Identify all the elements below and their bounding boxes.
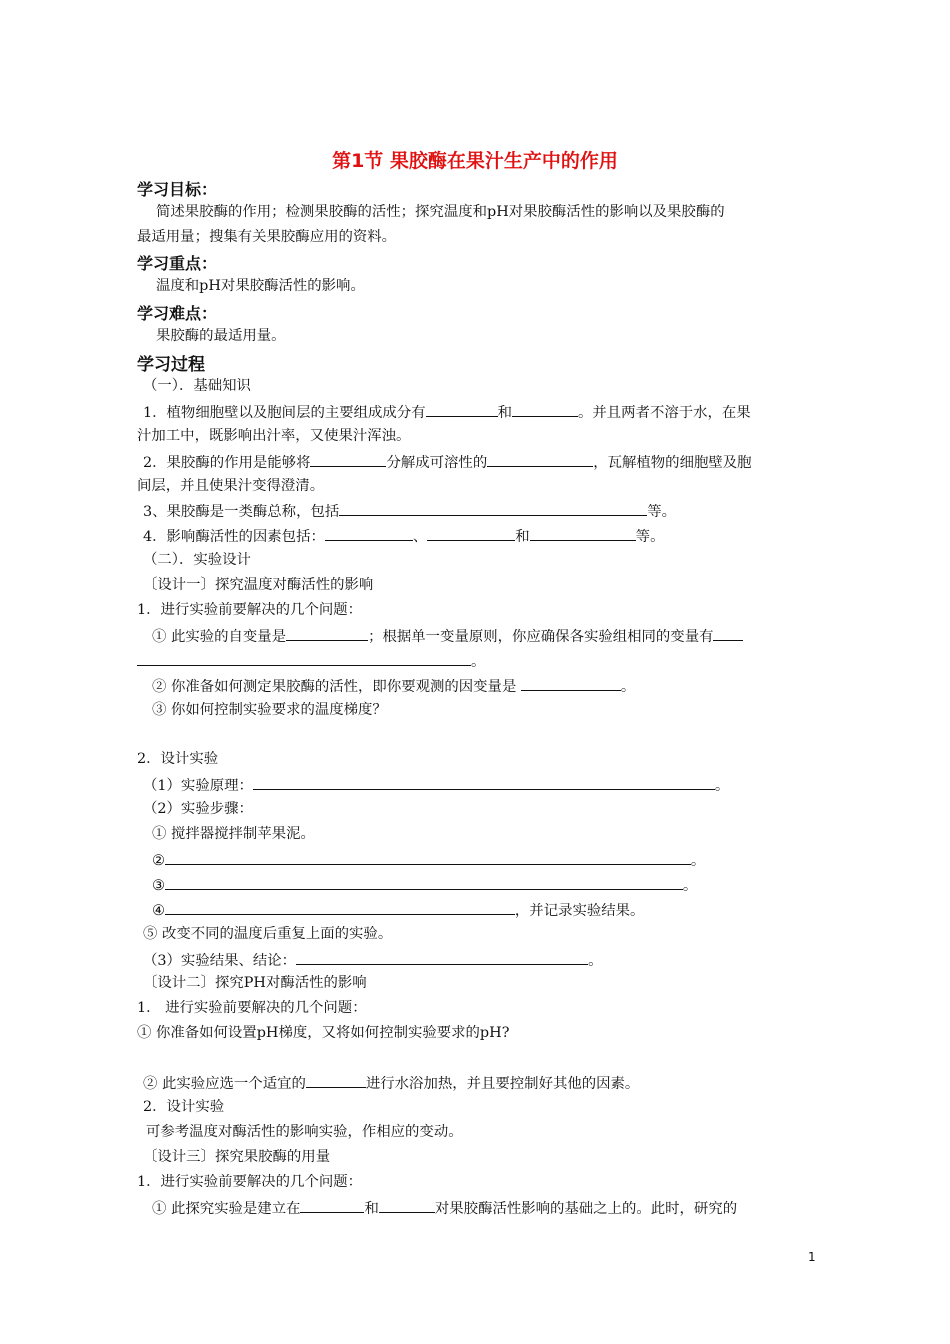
- principle-end: 。: [714, 778, 730, 794]
- results-label: （3）实验结果、结论：: [143, 953, 297, 969]
- principle: [143, 774, 729, 796]
- d1a-blank-2: [713, 625, 743, 641]
- q1-text-a: 1．植物细胞壁以及胞间层的主要组成成分有: [143, 405, 426, 421]
- d1b-text-1: ② 你准备如何测定果胶酶的活性，即你要观测的因变量是: [152, 679, 517, 695]
- q4-text-c: 和: [515, 529, 530, 545]
- part1-heading: （一）．基础知识: [143, 378, 251, 394]
- d2b-text-2: 进行水浴加热，并且要控制好其他的因素。: [365, 1076, 640, 1092]
- process-heading: 学习过程: [137, 355, 205, 375]
- d1a-blank-1: [286, 625, 368, 641]
- design1-step2: 2．设计实验: [137, 751, 219, 767]
- difficulty-heading: 学习难点：: [137, 304, 218, 323]
- question-2: [143, 451, 752, 473]
- design2-question-a: ① 你准备如何设置pH梯度，又将如何控制实验要求的pH?: [137, 1025, 510, 1041]
- step-3-end: 。: [682, 878, 698, 894]
- part2-heading: （二）．实验设计: [143, 552, 251, 568]
- focus-heading: 学习重点：: [137, 254, 218, 273]
- q4-text-d: 等。: [635, 529, 665, 545]
- q1-blank-2: [512, 401, 578, 417]
- d1a-text-3: 。: [471, 654, 486, 670]
- q2-blank-1: [310, 451, 386, 467]
- d2b-text-1: ② 此实验应选一个适宜的: [143, 1076, 306, 1092]
- d1a-text-2: ；根据单一变量原则，你应确保各实验组相同的变量有: [368, 629, 714, 645]
- question-2-cont: 间层，并且使果汁变得澄清。: [137, 478, 325, 494]
- question-4: [143, 525, 664, 547]
- d3a-text-1: ① 此探究实验是建立在: [152, 1201, 301, 1217]
- q4-blank-1: [325, 525, 413, 541]
- d1b-blank: [521, 675, 621, 691]
- design1-question-b: [152, 675, 635, 697]
- q4-blank-2: [427, 525, 515, 541]
- design2-question-b: [143, 1072, 639, 1094]
- question-1-cont: 汁加工中，既影响出汁率，又使果汁浑浊。: [137, 428, 411, 444]
- design2-title: 〔设计二〕探究PH对酶活性的影响: [143, 975, 367, 991]
- results-blank: [296, 949, 588, 965]
- design2-step2: 2．设计实验: [143, 1099, 225, 1115]
- design1-step1: 1．进行实验前要解决的几个问题：: [137, 602, 363, 618]
- design2-step1: 1． 进行实验前要解决的几个问题：: [137, 1000, 367, 1016]
- question-3: [143, 500, 676, 522]
- results: [143, 949, 602, 971]
- step-1: ① 搅拌器搅拌制苹果泥。: [152, 826, 315, 842]
- d2b-blank: [306, 1072, 366, 1088]
- design3-question-a: [152, 1197, 737, 1219]
- q1-text-c: 。并且两者不溶于水，在果: [578, 405, 751, 421]
- principle-blank: [253, 774, 715, 790]
- q2-text-a: 2．果胶酶的作用是能够将: [143, 455, 311, 471]
- step-2-num: ②: [152, 853, 165, 869]
- steps-heading: （2）实验步骤：: [143, 801, 253, 817]
- step-3-num: ③: [152, 878, 165, 894]
- design1-question-c: ③ 你如何控制实验要求的温度梯度？: [152, 702, 387, 718]
- step-3: [152, 874, 697, 896]
- d3a-blank-2: [379, 1197, 435, 1213]
- focus-text: 温度和pH对果胶酶活性的影响。: [156, 278, 365, 294]
- step-5: ⑤ 改变不同的温度后重复上面的实验。: [143, 926, 393, 942]
- step-2-blank: [165, 849, 691, 865]
- d1a-text-1: ① 此实验的自变量是: [152, 629, 287, 645]
- difficulty-text: 果胶酶的最适用量。: [156, 328, 286, 344]
- step-4-end: ，并记录实验结果。: [514, 903, 645, 919]
- page-title: 第1节 果胶酶在果汁生产中的作用: [332, 150, 618, 172]
- q4-text-b: 、: [412, 529, 428, 545]
- q3-blank: [339, 500, 647, 516]
- page-number: 1: [808, 1250, 816, 1264]
- design1-question-a-cont: [137, 650, 485, 672]
- step-2: [152, 849, 705, 871]
- step-3-blank: [165, 874, 683, 890]
- step-4-num: ④: [152, 903, 165, 919]
- results-end: 。: [588, 953, 603, 969]
- goal-line-1: 简述果胶酶的作用；检测果胶酶的活性；探究温度和pH对果胶酶活性的影响以及果胶酶的: [156, 204, 725, 220]
- step-2-end: 。: [690, 853, 706, 869]
- goal-line-2: 最适用量；搜集有关果胶酶应用的资料。: [137, 229, 397, 245]
- design1-title: 〔设计一〕探究温度对酶活性的影响: [143, 577, 374, 593]
- design2-text: 可参考温度对酶活性的影响实验，作相应的变动。: [146, 1124, 463, 1140]
- q2-text-c: ，瓦解植物的细胞壁及胞: [593, 455, 752, 471]
- q4-text-a: 4．影响酶活性的因素包括：: [143, 529, 325, 545]
- design1-question-a: [152, 625, 743, 647]
- q1-blank-1: [426, 401, 498, 417]
- goal-heading: 学习目标：: [137, 180, 218, 199]
- q3-text-b: 等。: [647, 504, 677, 520]
- d3a-text-2: 和: [364, 1201, 379, 1217]
- q1-text-b: 和: [497, 405, 512, 421]
- step-4-blank: [165, 899, 515, 915]
- d3a-blank-1: [300, 1197, 364, 1213]
- step-4: [152, 899, 644, 921]
- principle-label: （1）实验原理：: [143, 778, 253, 794]
- d3a-text-3: 对果胶酶活性影响的基础之上的。此时，研究的: [434, 1201, 738, 1217]
- q4-blank-3: [530, 525, 636, 541]
- question-1: [143, 401, 751, 423]
- q2-text-b: 分解成可溶性的: [386, 455, 488, 471]
- d1a-blank-3: [137, 650, 471, 666]
- q2-blank-2: [487, 451, 593, 467]
- design3-step1: 1．进行实验前要解决的几个问题：: [137, 1174, 363, 1190]
- d1b-text-2: 。: [620, 679, 636, 695]
- design3-title: 〔设计三〕探究果胶酶的用量: [143, 1149, 331, 1165]
- q3-text-a: 3、果胶酶是一类酶总称，包括: [143, 504, 340, 520]
